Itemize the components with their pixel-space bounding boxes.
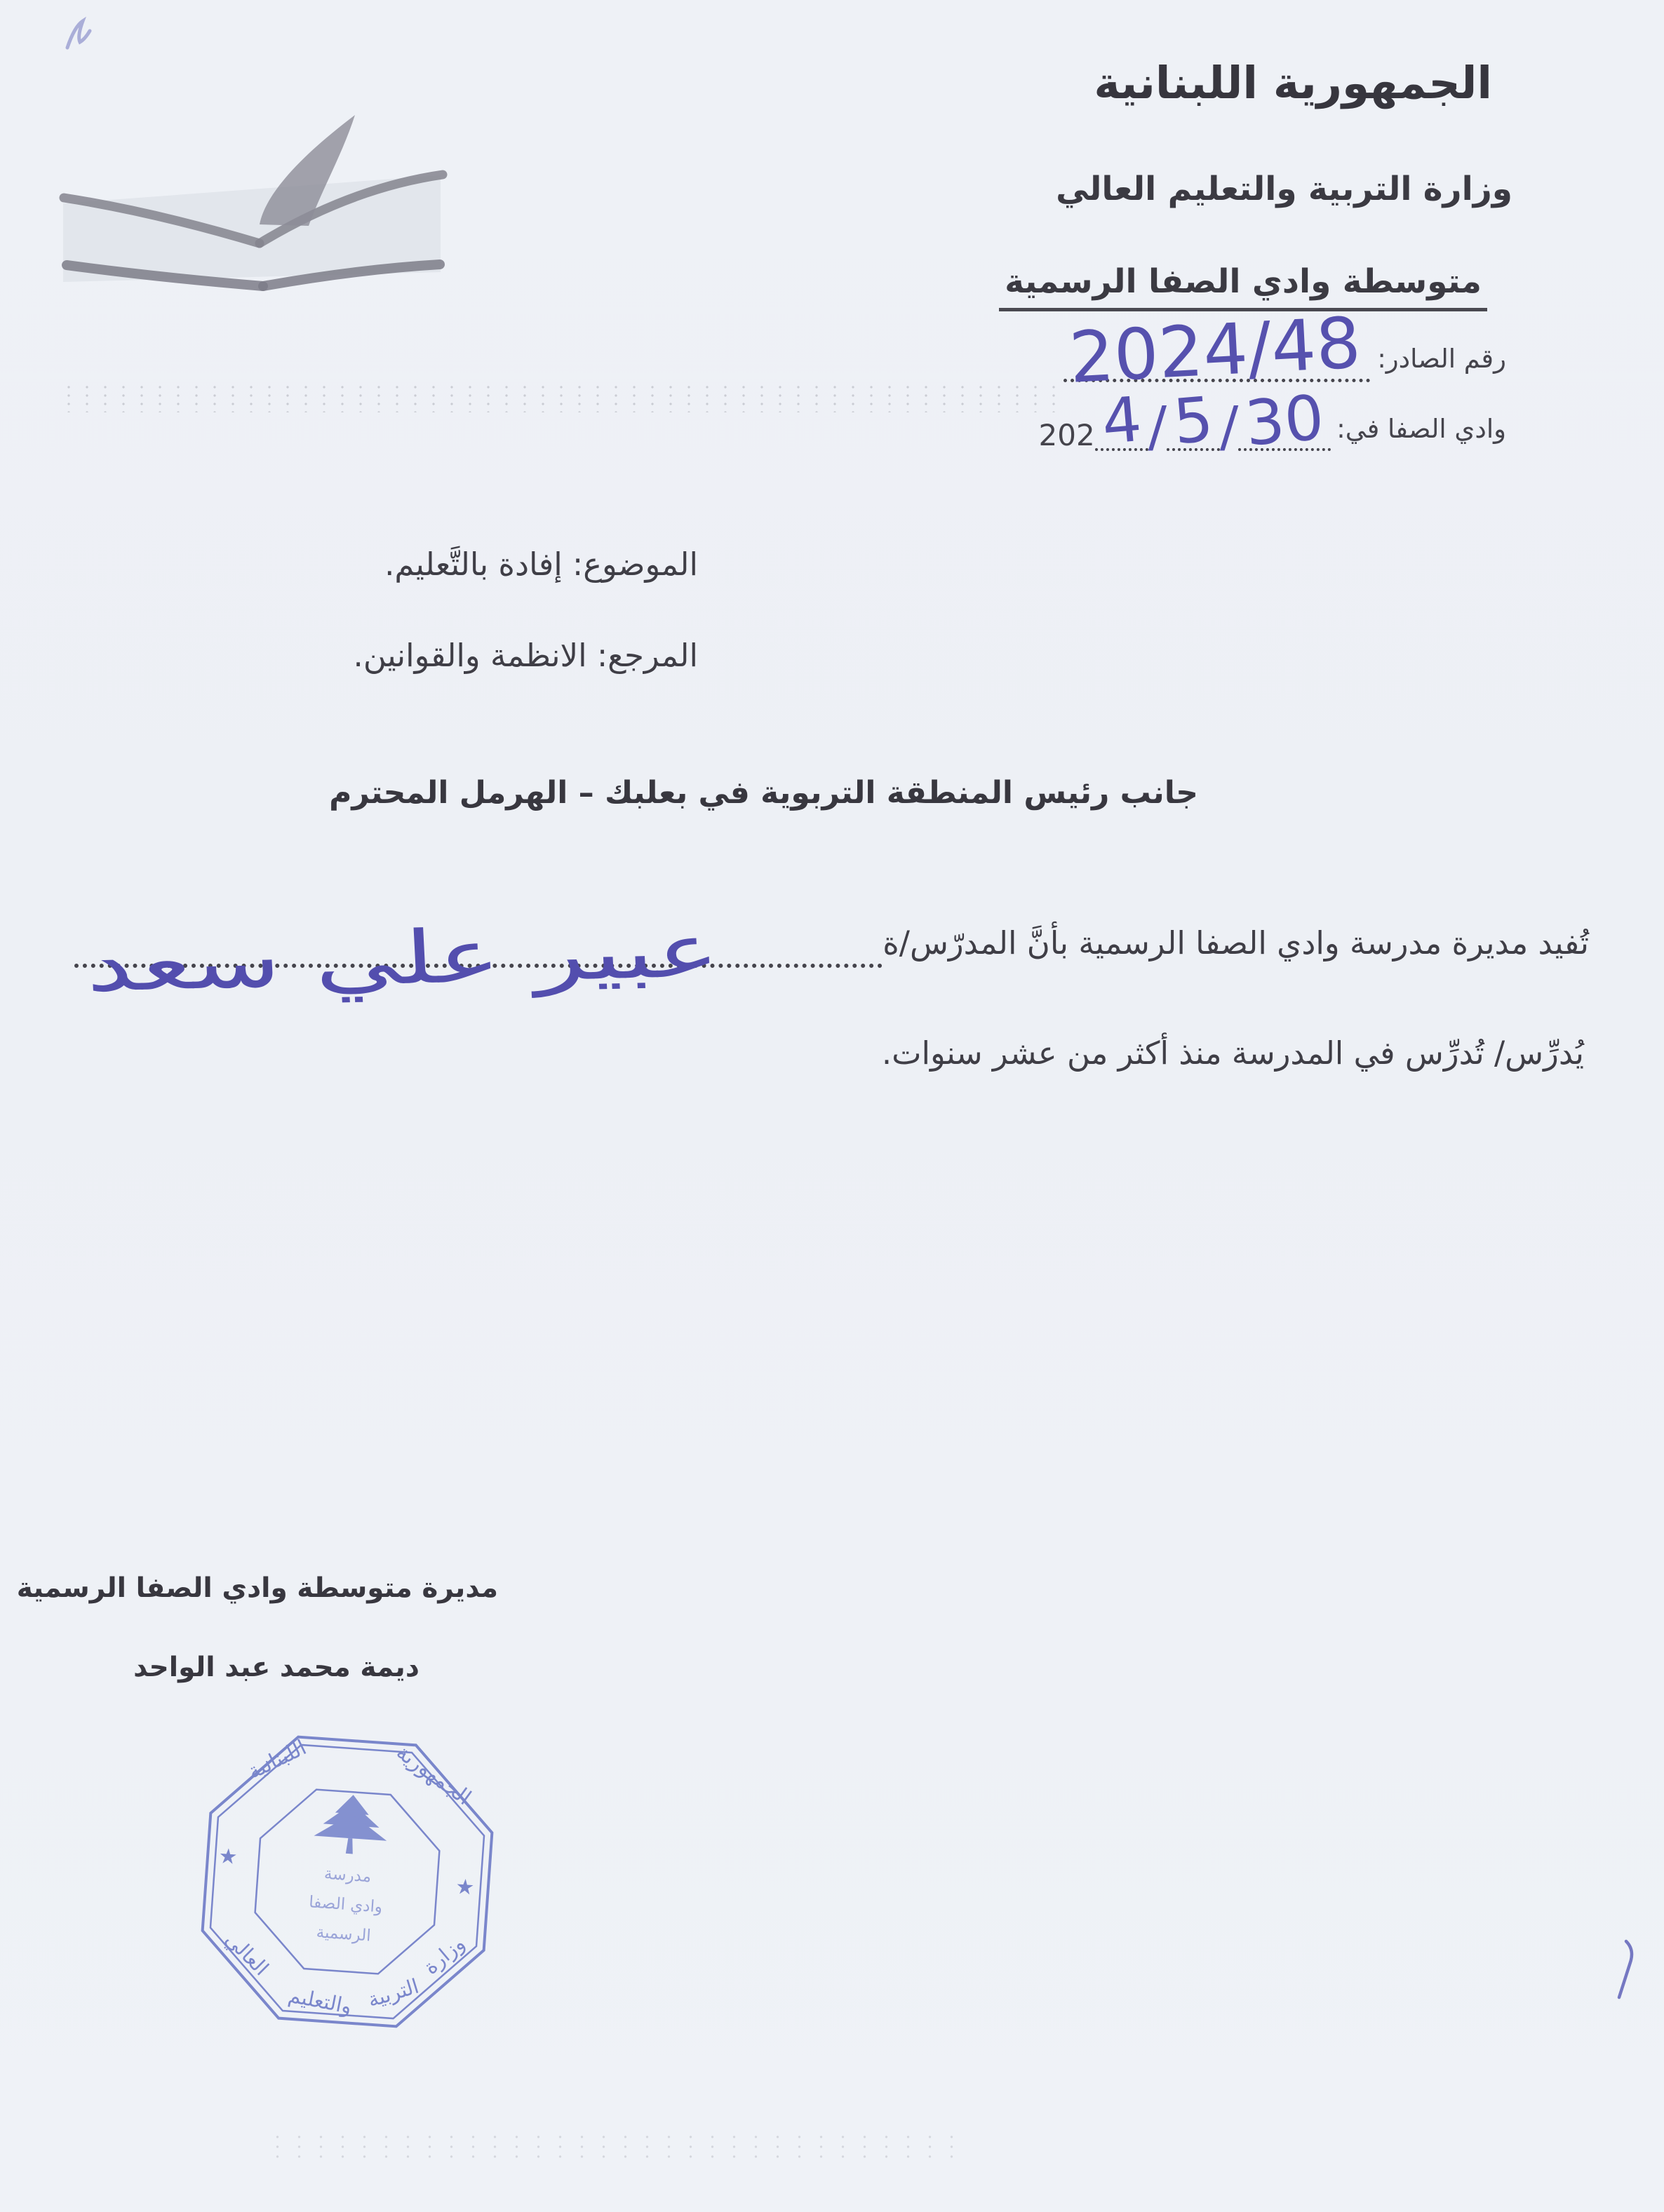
printed-year-prefix: 202 [1038,418,1095,452]
handwritten-slash: / [1220,396,1239,459]
signature-block [16,1572,498,1683]
date-month-dotted-field [1167,382,1220,459]
reference-line [354,637,698,674]
certify-printed-text: تُفيد مديرة مدرسة وادي الصفا الرسمية بأنَّ المدرّس/ة [883,924,1589,962]
stamp-text-ministry-word3: والتعليم [286,1983,354,2019]
scanner-noise-band [267,2132,954,2164]
reference-number-label: رقم الصادر: [1377,344,1506,374]
reference-number-line [1064,302,1506,399]
stamp-star-left-icon: ★ [217,1844,239,1870]
date-day-dotted-field [1238,381,1331,460]
cedar-tree-icon [313,1793,390,1856]
body-certify-line [70,908,1589,1009]
stamp-school-line1: مدرسة [323,1864,373,1887]
stray-ink-squiggle [62,11,111,60]
handwritten-teacher-name: عبير علي سعد [83,908,722,1009]
addressee-line: جانب رئيس المنطقة التربوية في بعلبك – الهرمل المحترم [329,775,1198,811]
stamp-text-ministry-word1: وزارة [419,1931,470,1979]
republic-title: الجمهورية اللبنانية [1094,58,1492,109]
stamp-school-line3: الرسمية [315,1923,372,1945]
date-year-dotted-field [1095,382,1148,459]
handwritten-day: 30 [1242,381,1327,460]
stamp-star-right-icon: ★ [455,1874,476,1901]
ministry-title: وزارة التربية والتعليم العالي [1056,170,1512,208]
reference-label: المرجع: [597,637,698,674]
reference-value: الانظمة والقوانين. [353,637,587,674]
date-label: وادي الصفا في: [1336,414,1506,444]
name-dotted-leader [74,908,883,1009]
scanner-noise-band [60,383,1070,412]
stamp-text-ministry-word4: العالي [220,1927,274,1981]
date-line [1038,381,1506,460]
school-name-underlined: متوسطة وادي الصفا الرسمية [999,262,1487,311]
official-school-stamp [156,1691,538,2072]
stamp-text-ministry-word2: التربية [365,1974,422,2012]
date-value [1038,381,1331,460]
subject-value: إفادة بالتَّعليم. [384,546,563,583]
open-book-logo [49,105,456,302]
handwritten-slash: / [1148,396,1167,459]
principal-name: ديمة محمد عبد الواحد [133,1652,420,1683]
principal-title: مديرة متوسطة وادي الصفا الرسمية [16,1572,498,1604]
stamp-school-line2: وادي الصفا [308,1893,384,1917]
subject-label: الموضوع: [572,546,698,583]
stamp-text-republic: الجمهورية [391,1740,476,1811]
stamp-text-lebanese: اللبنانية [243,1735,311,1785]
subject-line [384,546,698,583]
reference-number-dotted-field [1064,302,1370,399]
handwritten-reference-number: 2024/48 [1067,302,1363,399]
stray-pen-mark [1601,1937,1643,2004]
handwritten-year-digit: 4 [1099,382,1145,459]
handwritten-month: 5 [1170,382,1216,459]
body-teaches-line: يُدرِّس/ تُدرِّس في المدرسة منذ أكثر من عشر سنوات. [881,1034,1584,1072]
